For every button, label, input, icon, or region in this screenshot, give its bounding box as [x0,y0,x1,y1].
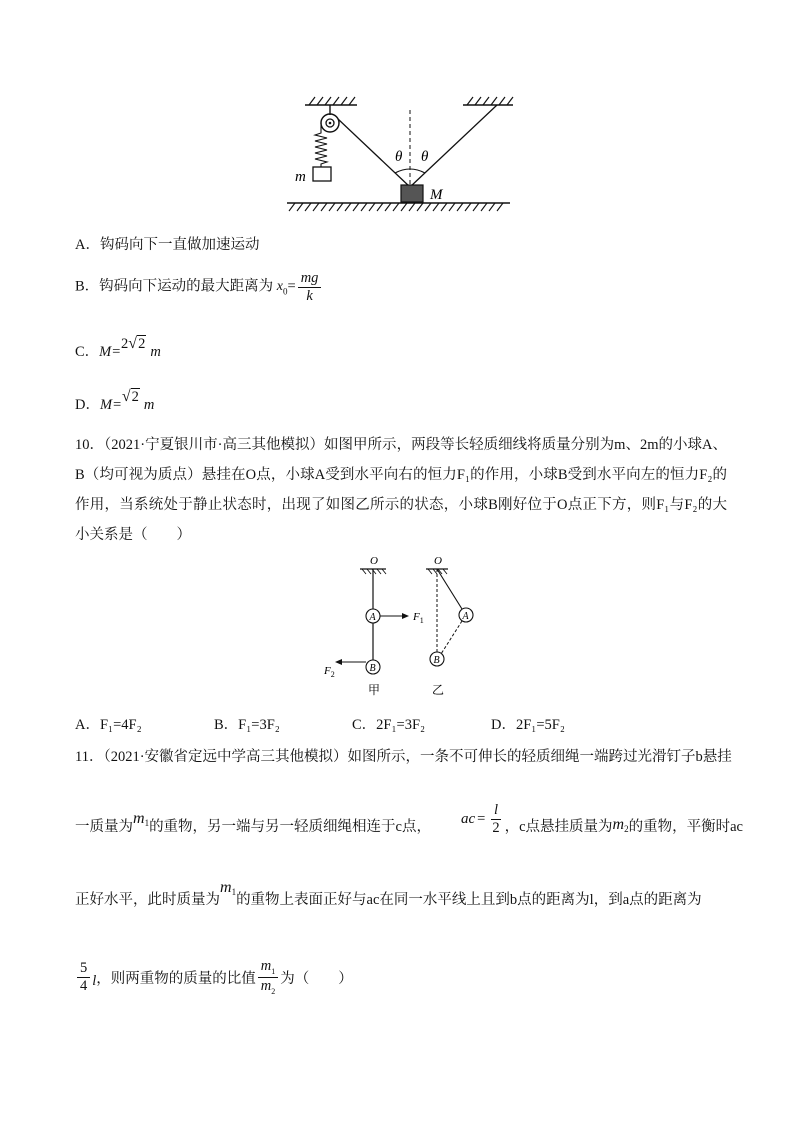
option-a-q9: A．钩码向下一直做加速运动 [75,237,260,253]
label-yi: 乙 [432,683,445,697]
pulley-spring-figure [285,95,520,220]
option-b-q9 [75,270,323,304]
l-var: l [92,972,97,989]
q10-option-c: C．2F₁=3F₂ [352,717,426,733]
q11-text-2a: 一质量为 [75,818,133,835]
question-10 [75,430,727,550]
ball-A-label-jia: A [369,612,376,623]
fig-O-jia: O [370,555,378,567]
ball-B-label-yi: B [433,655,440,666]
ball-A-label-yi: A [462,611,469,622]
option-c-prefix: C． [75,344,100,360]
q11-text-4a: ，则两重物的质量的比值 [96,970,256,987]
q11-text-1: 如图所示，一条不可伸长的轻质细绳一端跨过光滑钉子b悬挂 [347,749,732,765]
q11-text-4b: 为（ ） [280,970,353,987]
ac-eq: = [477,810,486,827]
d-radicand: 2 [131,389,139,405]
m2-sub: 2 [624,824,629,834]
m-label: m [295,169,306,185]
d-var: m [143,397,155,413]
q11-line4 [75,952,353,1002]
option-c-q9: C．M=2√2 m [75,335,161,360]
label-jia: 甲 [368,683,381,697]
x-sub: 0 [283,286,288,297]
q10-source: （2021·宁夏银川市·高三其他模拟） [104,437,325,453]
option-d-q9: D．M=√2 m [75,388,155,413]
q11-line3 [75,878,702,918]
M-label: M [430,187,443,203]
q11-text-3a: 正好水平，此时质量为 [75,891,220,908]
hanging-weight [313,167,331,181]
c-radicand: 2 [138,336,146,352]
m1-sub: 1 [144,818,150,828]
q10-text: 如图甲所示，两段等长轻质细线将质量分别为m、2m的小球A、B（均可视为质点）悬挂在O点，小球A受到水平向右的恒力F₁的作用，小球B受到水平向左的恒力F₂的作用，当系统处于静止状态时，出现了如图乙所示的状态，小球B刚好位于O点正下方，则F₁与F₂的大小关系是（ ） [75,437,727,543]
spring [315,123,327,167]
m2-var: m [612,816,625,833]
fraction-l-2: $\frac{l}{2}$ [492,801,500,836]
q10-option-b: B．F₁=3F₂ [214,717,280,733]
q11-text-2c: ，c点悬挂质量为 [504,818,613,835]
q10-number: 10． [75,437,105,453]
block-M [401,185,423,202]
option-d-prefix: D． [75,397,100,413]
q11-text-2d: 的重物，平衡时ac [628,818,743,835]
theta-left: θ [395,149,403,165]
c-var: m [150,344,161,360]
m1-sub-2: 1 [231,887,237,897]
q11-line1 [75,745,732,766]
eq-sign: = [287,278,296,295]
q10-option-d: D．2F₁=5F₂ [491,717,565,733]
fraction-mg-k: $\frac{mg}{k}$ [298,270,322,304]
ball-B-label-jia: B [369,663,376,674]
q11-text-2b: 的重物，另一端与另一轻质细绳相连于c点， [149,818,431,835]
theta-right: θ [421,149,429,165]
m1-var-2: m [220,879,232,896]
q11-text-3b: 的重物上表面正好与ac在同一水平线上且到b点的距离为l，到a点的距离为 [236,891,702,908]
fig-O-yi: O [434,555,442,567]
fraction-5-4: $\frac{5}{4}$ [77,960,90,994]
F1-label: $F_1$ [413,611,424,625]
F2-label: $F_2$ [324,665,335,679]
d-expr-left: M= [99,397,122,413]
q11-source: （2021·安徽省定远中学高三其他模拟） [103,749,348,765]
m1-var: m [133,810,145,827]
x-var: x [276,279,284,295]
fraction-m1-m2: $\frac{m_1}{m_2}$ [258,958,278,995]
option-b-prefix: B．钩码向下运动的最大距离为 [75,278,274,295]
ac-var: ac [461,810,476,827]
two-ball-figure [320,552,490,700]
q11-line2 [75,800,743,850]
q11-number: 11． [75,749,104,765]
q10-option-a: A．F₁=4F₂ [75,717,142,733]
c-coef: 2 [121,336,129,352]
c-expr-left: M= [99,344,122,360]
